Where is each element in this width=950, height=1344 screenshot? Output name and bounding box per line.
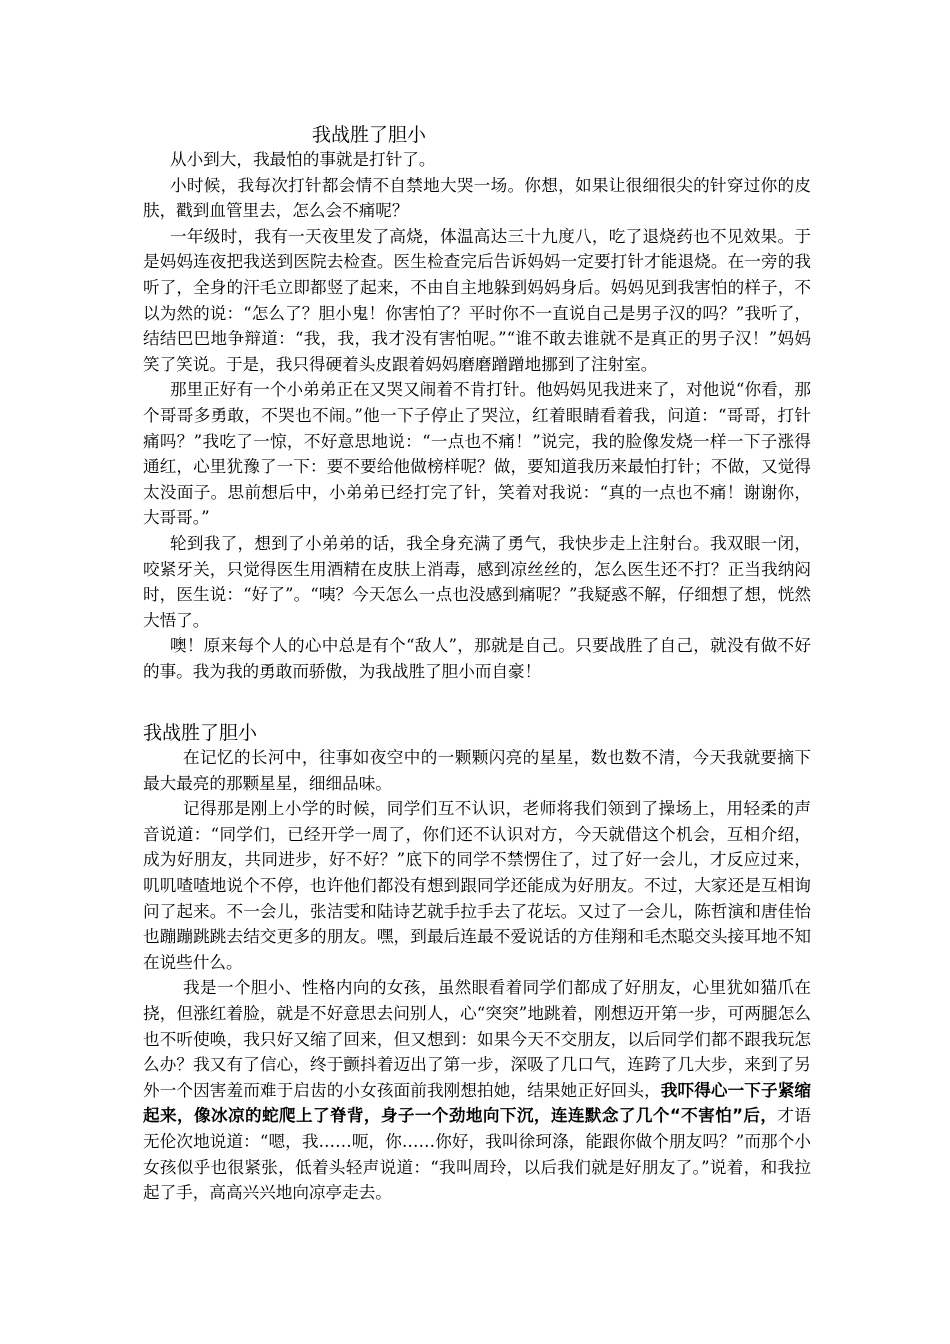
essay1-paragraph: 那里正好有一个小弟弟正在又哭又闹着不肯打针。他妈妈见我进来了，对他说“你看，那个哥哥多勇敢，不哭也不闹。”他一下子停止了哭泣，红着眼睛看着我，问道：“哥哥，打针痛吗？”我吃了一惊，不好意思地说：“一点也不痛！”说完，我的脸像发烧一样一下子涨得通红，心里犹豫了一下：要不要给他做榜样呢？做，要知道我历来最怕打针；不做，又觉得太没面子。思前想后中，小弟弟已经打完了针，笑着对我说：“真的一点也不痛！谢谢你，大哥哥。”: [143, 380, 811, 528]
essay2-p3-end: 才语无伦次地说道：“嗯，我……呃，你……你好，我叫徐珂涤，能跟你做个朋友吗？”而那个小女孩似乎也很紧张，低着头轻声说道：“我叫周玲，以后我们就是好朋友了。”说着，和我拉起了手，高高兴兴地向凉亭走去。: [143, 1106, 812, 1203]
essay2-paragraph: 在记忆的长河中，往事如夜空中的一颗颗闪亮的星星，数也数不清，今天我就要摘下最大最亮的那颗星星，细细品味。: [143, 748, 811, 793]
essay2-title: 我战胜了胆小: [143, 722, 258, 744]
essay2-paragraph: 记得那是刚上小学的时候，同学们互不认识，老师将我们领到了操场上，用轻柔的声音说道：“同学们，已经开学一周了，你们还不认识对方，今天就借这个机会，互相介绍，成为好朋友，共同进步，好不好？”底下的同学不禁愣住了，过了好一会儿，才反应过来，叽叽喳喳地说个不停，也许他们都没有想到跟同学还能成为好朋友。不过，大家还是互相询问了起来。不一会儿，张洁雯和陆诗艺就手拉手去了花坛。又过了一会儿，陈哲演和唐佳怡也蹦蹦跳跳去结交更多的朋友。嘿，到最后连最不爱说话的方佳翔和毛杰聪交头接耳地不知在说些什么。: [143, 799, 811, 972]
essay2-body: [143, 745, 811, 1206]
essay1-paragraph: 从小到大，我最怕的事就是打针了。: [170, 150, 436, 169]
essay2-p3-start: 我是一个胆小、性格内向的女孩，虽然眼看着同学们都成了好朋友，心里犹如猫爪在挠，但涨红着脸，就是不好意思去问别人，心“突突”地跳着，刚想迈开第一步，可两腿怎么也不听使唤，我只好又缩了回来，但又想到：如果今天不交朋友，以后同学们都不跟我玩怎么办？我又有了信心，终于颤抖着迈出了第一步，深吸了几口气，连跨了几大步，来到了另外一个因害羞而难于启齿的小女孩面前我刚想拍她，结果她正好回头，: [143, 978, 811, 1100]
essay1-paragraph: 轮到我了，想到了小弟弟的话，我全身充满了勇气，我快步走上注射台。我双眼一闭，咬紧牙关，只觉得医生用酒精在皮肤上消毒，感到凉丝丝的，怎么医生还不打？正当我纳闷时，医生说：“好了”。“咦？今天怎么一点也没感到痛呢？”我疑惑不解，仔细想了想，恍然大悟了。: [143, 533, 811, 630]
essay1-paragraph: 一年级时，我有一天夜里发了高烧，体温高达三十九度八，吃了退烧药也不见效果。于是妈妈连夜把我送到医院去检查。医生检查完后告诉妈妈一定要打针才能退烧。在一旁的我听了，全身的汗毛立即都竖了起来，不由自主地躲到妈妈身后。妈妈见到我害怕的样子，不以为然的说：“怎么了？胆小鬼！你害怕了？平时你不一直说自己是男子汉的吗？”我听了，结结巴巴地争辩道：“我，我，我才没有害怕呢。”“谁不敢去谁就不是真正的男子汉！”妈妈笑了笑说。于是，我只得硬着头皮跟着妈妈磨磨蹭蹭地挪到了注射室。: [143, 226, 811, 374]
essay2-paragraph: [143, 975, 811, 1205]
essay2-p3-bold: 我吓得心一下子紧缩起来，像冰凉的蛇爬上了脊背，身子一个劲地向下沉，连连默念了几个“不害怕”后，: [143, 1080, 812, 1126]
essay1-title: 我战胜了胆小: [312, 124, 427, 146]
essay1-paragraph: 噢！原来每个人的心中总是有个“敌人”，那就是自己。只要战胜了自己，就没有做不好的事。我为我的勇敢而骄傲，为我战胜了胆小而自豪！: [143, 636, 811, 681]
essay1-paragraph: 小时候，我每次打针都会情不自禁地大哭一场。你想，如果让很细很尖的针穿过你的皮肤，戳到血管里去，怎么会不痛呢？: [143, 175, 811, 221]
essay1-body: [143, 147, 811, 684]
